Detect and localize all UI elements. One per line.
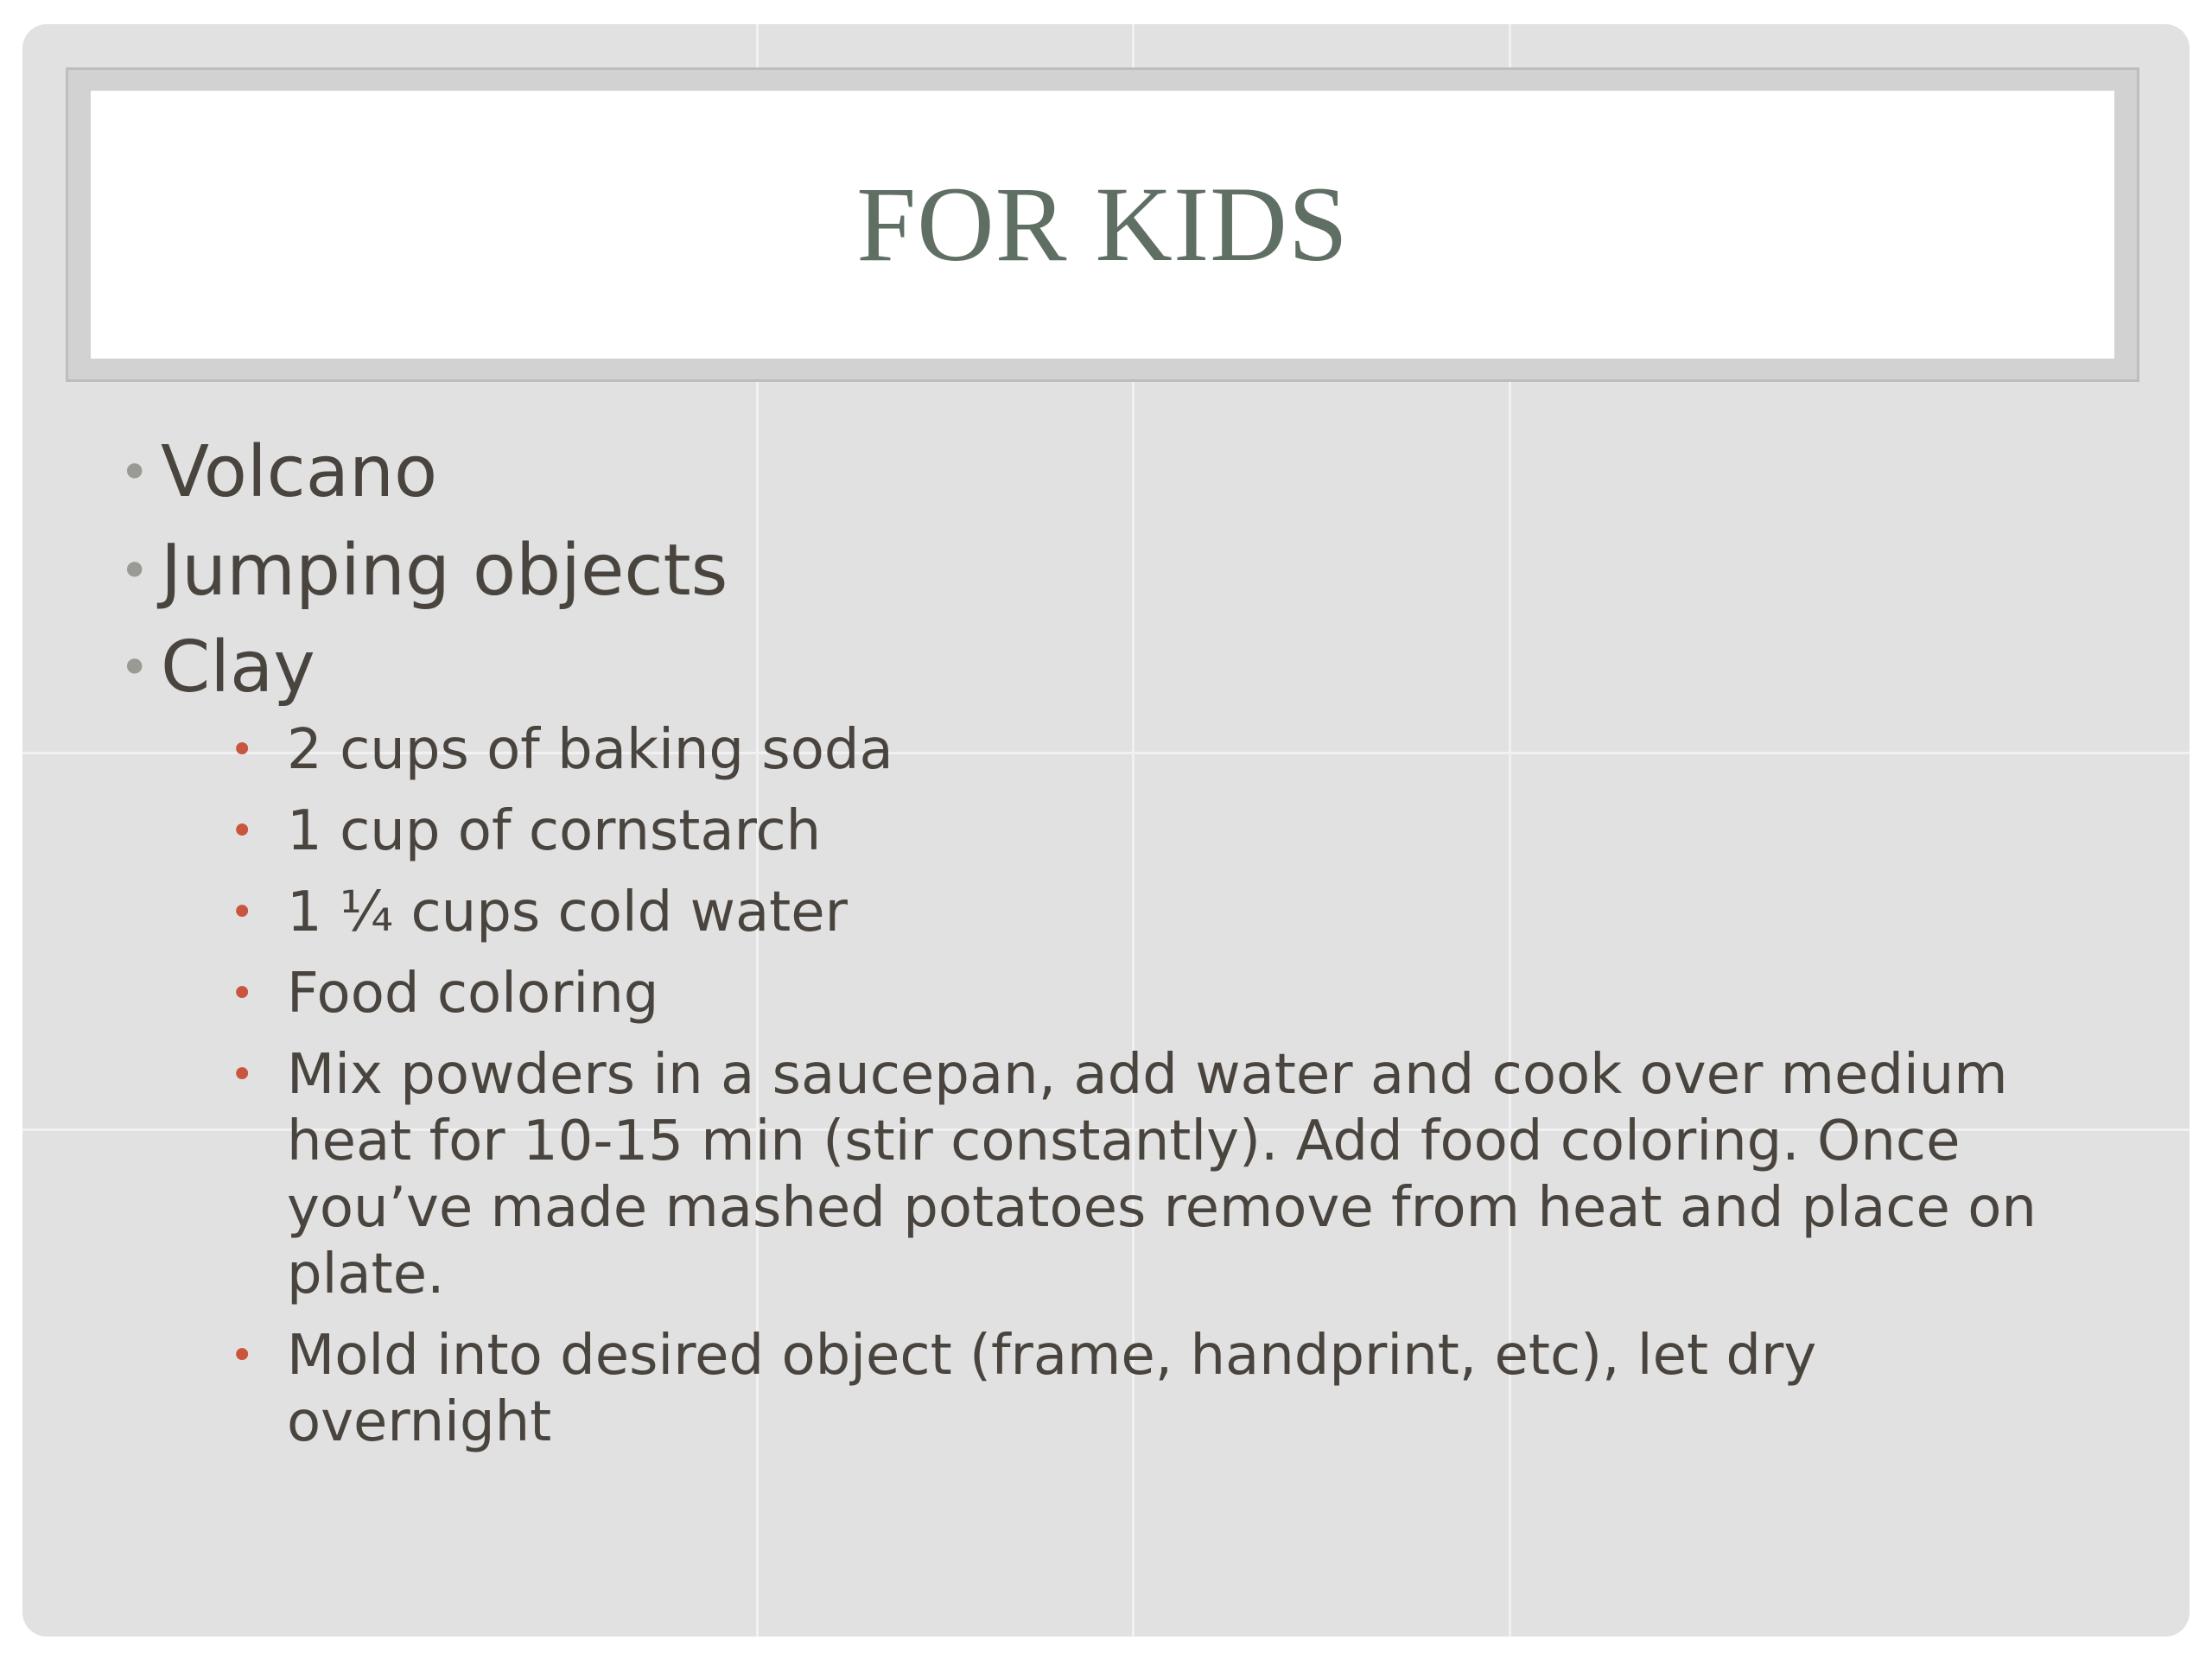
sub-list-item-text: 1 ¼ cups cold water [287,880,848,944]
list-item-text: Clay [161,626,315,709]
sub-list-item [230,961,2067,1027]
slide-title: FOR KIDS [856,165,1349,283]
bullet-icon: • [119,442,150,503]
bullet-icon: • [230,969,255,1018]
bullet-icon: • [230,1051,255,1099]
sub-list-item [230,1042,2067,1308]
bullet-icon: • [230,888,255,937]
slide-content [22,24,2190,1637]
sub-list-item [230,798,2067,865]
slide [22,24,2190,1637]
sub-list-item [230,717,2067,784]
bullet-icon: • [230,1332,255,1380]
list-item [119,431,438,513]
sub-list-item-text: 2 cups of baking soda [287,718,893,782]
sub-list-item [230,880,2067,946]
bullet-icon: • [230,726,255,774]
sub-list-item-text: Mix powders in a saucepan, add water and cook over medium heat for 10-15 min (stir constantly). Add food coloring. Once you’ve made mashed potatoes remove from heat and place on plate. [287,1043,2037,1306]
bullet-icon: • [119,638,150,698]
sub-list-item-text: Food coloring [287,962,659,1026]
bullet-icon: • [119,541,150,601]
list-item-text: Jumping objects [161,530,728,612]
sub-list-item-text: Mold into desired object (frame, handprint, etc), let dry overnight [287,1324,1817,1454]
sub-list-item-text: 1 cup of cornstarch [287,799,822,863]
list-item [119,530,728,612]
bullet-icon: • [230,807,255,855]
list-item-text: Volcano [161,431,438,513]
list-item [119,626,315,709]
sub-list-item [230,1323,2067,1456]
